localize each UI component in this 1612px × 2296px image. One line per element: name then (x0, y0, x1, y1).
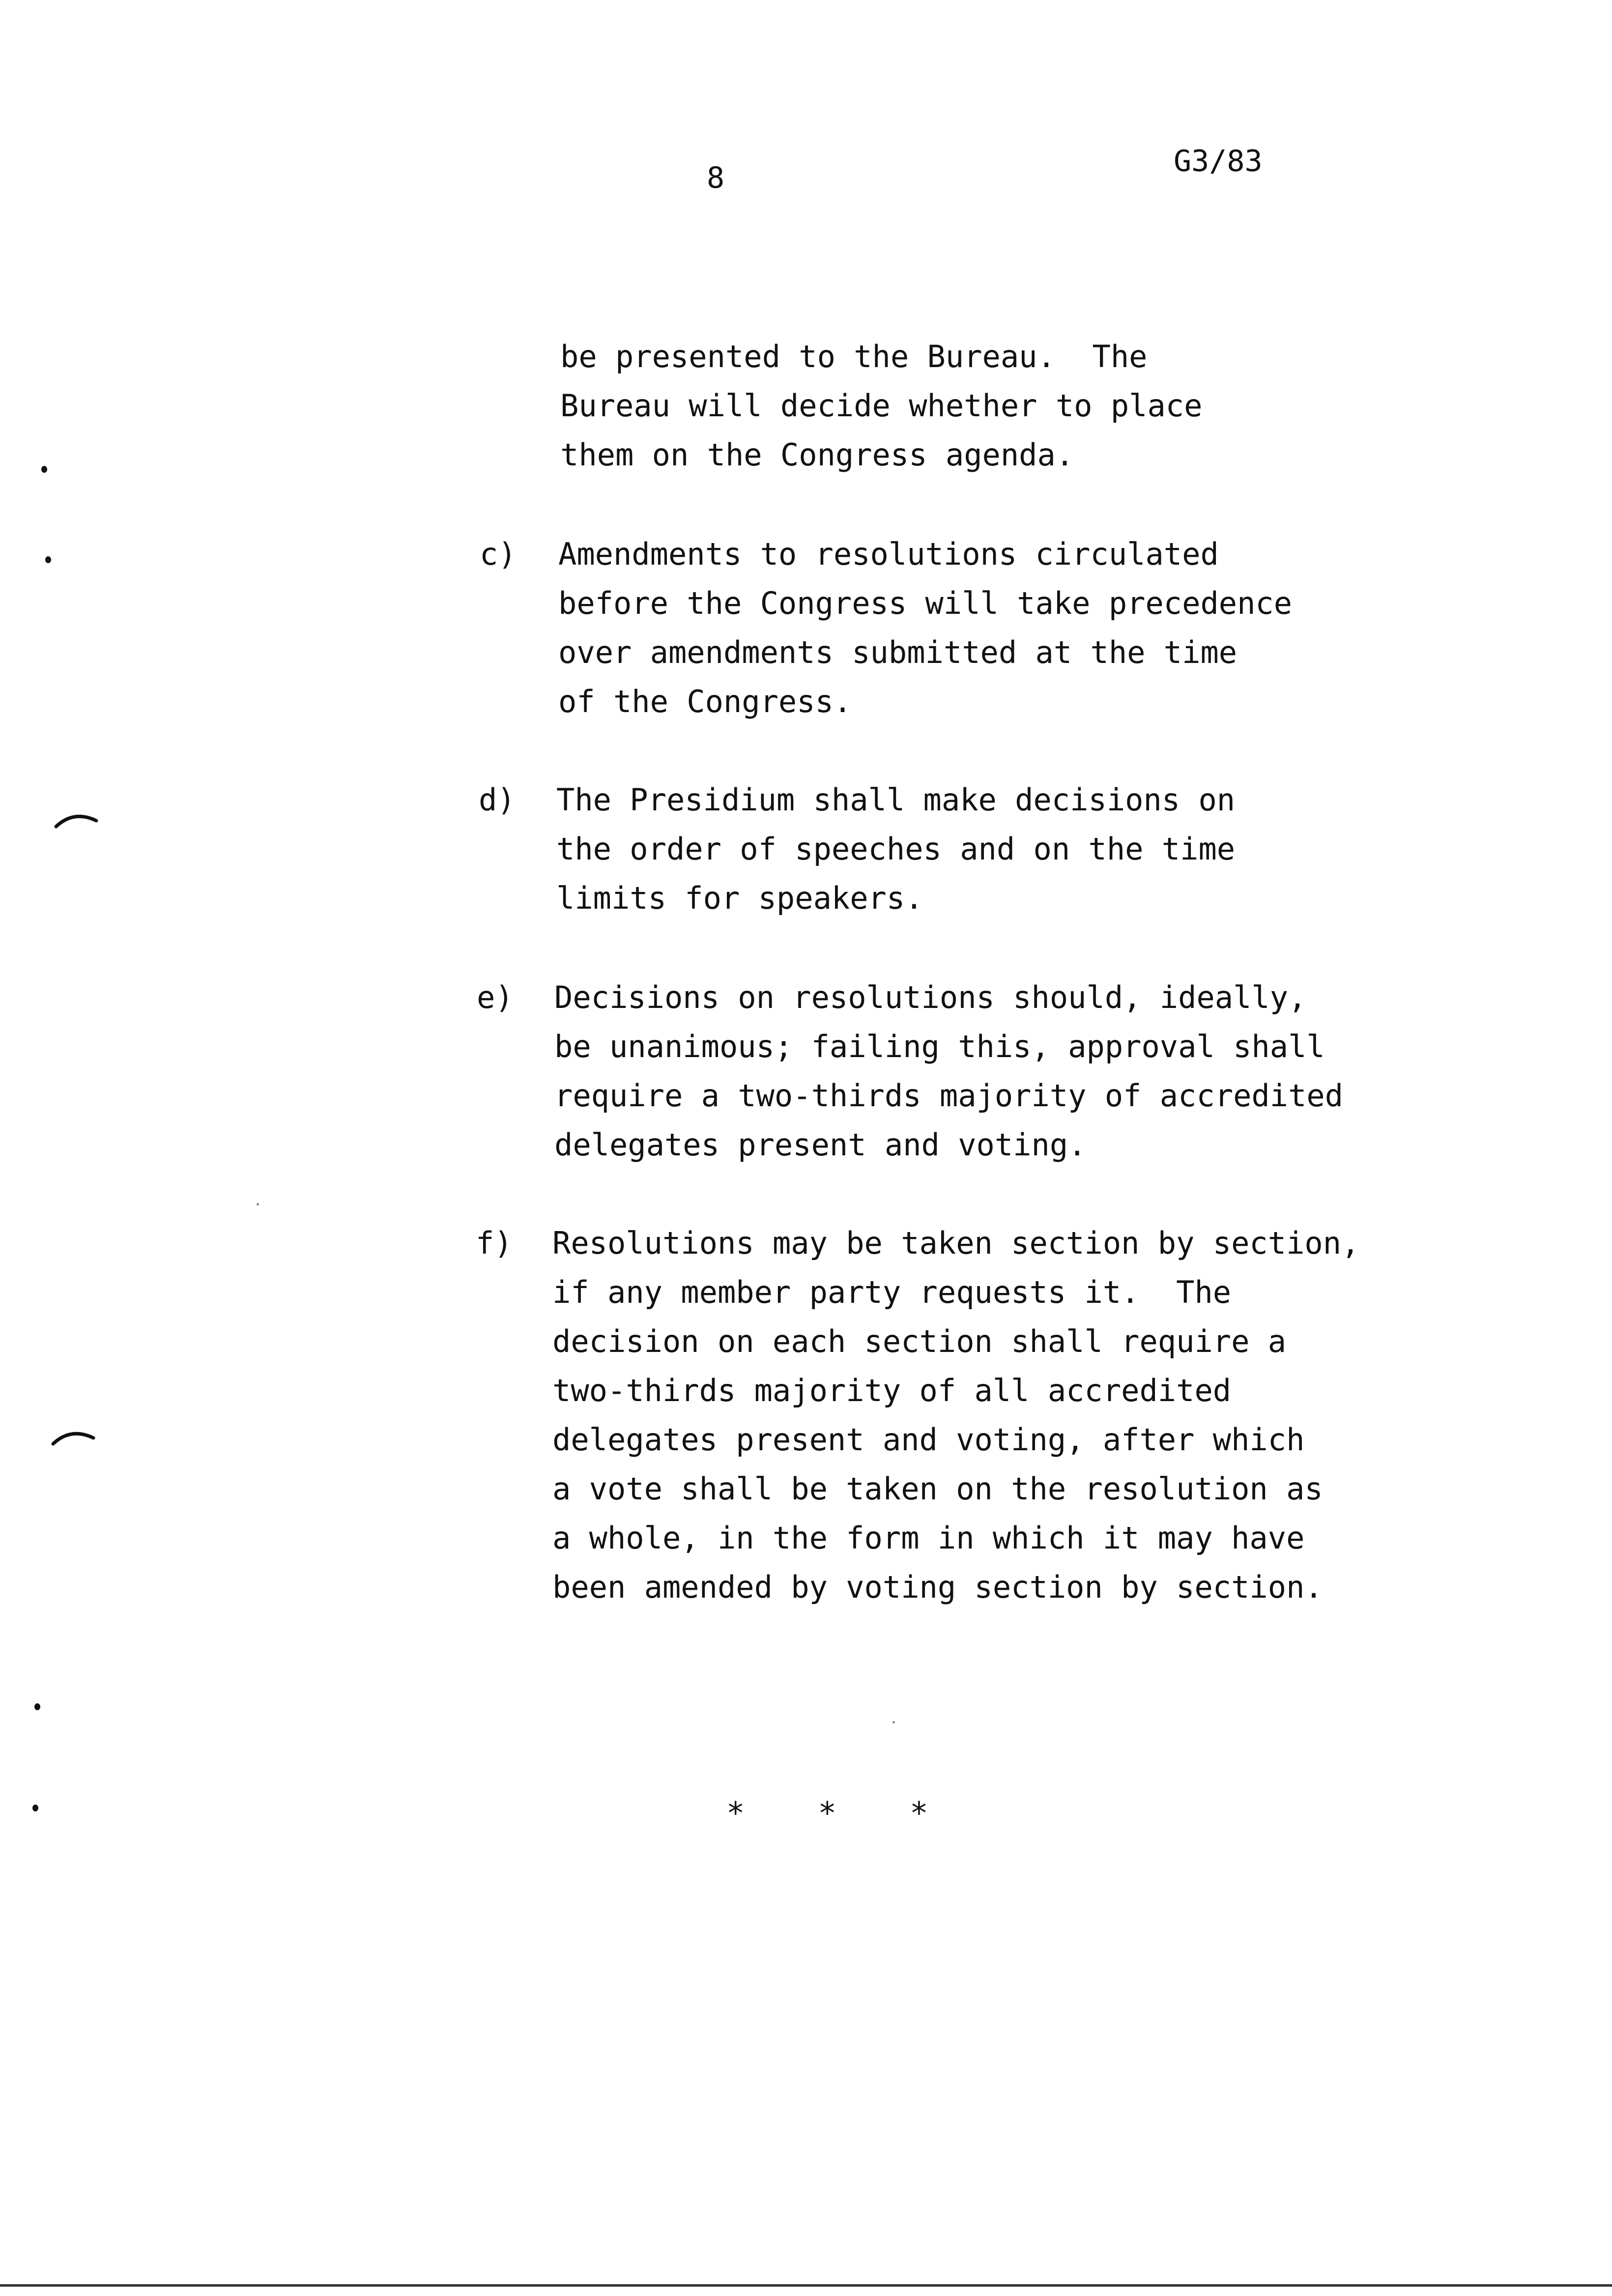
text-line: Resolutions may be taken section by section, (552, 1225, 1360, 1261)
item-letter-f: f) (476, 1225, 513, 1261)
text-line: a whole, in the form in which it may have (552, 1520, 1305, 1556)
text-line: decision on each section shall require a (552, 1323, 1287, 1359)
text-line: be presented to the Bureau. The (560, 339, 1148, 374)
item-letter-c: c) (480, 536, 517, 572)
text-line: over amendments submitted at the time (558, 634, 1238, 670)
text-line: delegates present and voting, after which (552, 1422, 1305, 1458)
item-d-text (556, 775, 1235, 923)
text-line: Bureau will decide whether to place (560, 388, 1203, 424)
page-number: 8 (707, 161, 725, 195)
item-f-text (552, 1219, 1359, 1612)
bottom-edge-line (0, 2284, 1612, 2287)
document-reference: G3/83 (1174, 144, 1263, 178)
text-line: a vote shall be taken on the resolution as (552, 1471, 1323, 1507)
item-e-text (554, 973, 1343, 1170)
text-line: Amendments to resolutions circulated (558, 536, 1219, 572)
item-c-text (558, 530, 1292, 726)
scan-speck (892, 1721, 895, 1723)
text-line: before the Congress will take precedence (558, 585, 1293, 621)
scan-dot (45, 556, 51, 563)
text-line: them on the Congress agenda. (560, 437, 1074, 473)
text-line: require a two-thirds majority of accredited (554, 1078, 1344, 1114)
text-line: delegates present and voting. (554, 1127, 1087, 1163)
text-line: limits for speakers. (556, 880, 923, 916)
text-line: be unanimous; failing this, approval shall (554, 1029, 1325, 1064)
text-line: been amended by voting section by section. (552, 1569, 1323, 1605)
scan-dot (32, 1805, 38, 1811)
text-line: The Presidium shall make decisions on (556, 782, 1236, 818)
item-letter-e: e) (477, 979, 514, 1015)
text-line: of the Congress. (558, 684, 852, 719)
item-letter-d: d) (479, 782, 516, 818)
punch-hole-arc (51, 1424, 95, 1449)
text-line: Decisions on resolutions should, ideally, (554, 979, 1307, 1015)
scan-speck (257, 1203, 259, 1205)
punch-hole-arc (54, 806, 98, 831)
scan-dot (41, 466, 47, 473)
closing-asterisks: * * * (726, 1795, 928, 1831)
continued-paragraph (560, 332, 1202, 480)
text-line: two-thirds majority of all accredited (552, 1373, 1232, 1408)
scan-dot (34, 1703, 40, 1710)
text-line: if any member party requests it. The (552, 1274, 1232, 1310)
text-line: the order of speeches and on the time (556, 831, 1236, 867)
